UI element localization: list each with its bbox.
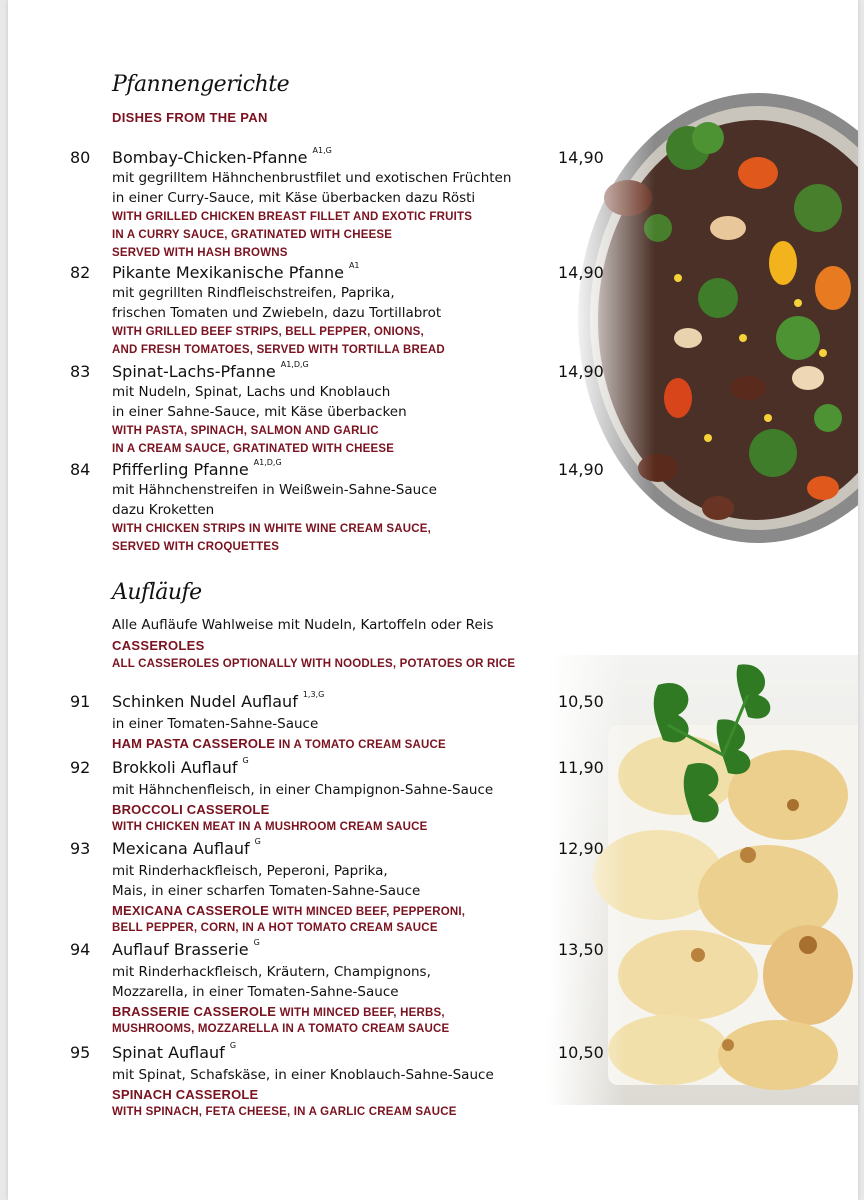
item-name-text: Auflauf Brasserie — [112, 940, 249, 959]
item-description-en: MUSHROOMS, MOZZARELLA IN A TOMATO CREAM SAUCE — [112, 1023, 450, 1035]
item-description-en: WITH SPINACH, FETA CHEESE, IN A GARLIC CREAM SAUCE — [112, 1106, 457, 1118]
item-number: 91 — [70, 692, 91, 711]
item-description-en — [112, 903, 465, 918]
item-name-text: Spinat Auflauf — [112, 1043, 225, 1062]
item-description-en: SERVED WITH CROQUETTES — [112, 541, 280, 553]
item-number: 95 — [70, 1043, 91, 1062]
item-description-de: in einer Sahne-Sauce, mit Käse überbacken — [112, 404, 407, 420]
casserole-intro: Alle Aufläufe Wahlweise mit Nudeln, Kartoffeln oder Reis — [112, 617, 494, 633]
item-description-de: mit Hähnchenfleisch, in einer Champignon-Sahne-Sauce — [112, 782, 494, 798]
item-name-text: Schinken Nudel Auflauf — [112, 692, 298, 711]
item-name-text: Spinat-Lachs-Pfanne — [112, 362, 276, 381]
section-subtitle-casserole: CASSEROLES — [112, 638, 205, 653]
item-description-en: AND FRESH TOMATOES, SERVED WITH TORTILLA BREAD — [112, 344, 445, 356]
item-description-en: WITH GRILLED CHICKEN BREAST FILLET AND EXOTIC FRUITS — [112, 211, 473, 223]
item-description-en-text: IN A TOMATO CREAM SAUCE — [278, 739, 446, 751]
item-description-de: mit Hähnchenstreifen in Weißwein-Sahne-Sauce — [112, 482, 437, 498]
item-price: 14,90 — [558, 148, 604, 167]
item-name-text: Mexicana Auflauf — [112, 839, 250, 858]
item-description-en — [112, 736, 446, 751]
item-name-text: Pfifferling Pfanne — [112, 460, 249, 479]
item-name — [112, 460, 282, 479]
item-number: 82 — [70, 263, 91, 282]
pan-dish-photo — [568, 88, 858, 550]
item-price: 10,50 — [558, 1043, 604, 1062]
allergen-codes: G — [242, 756, 249, 765]
section-subtitle-pan: DISHES FROM THE PAN — [112, 110, 268, 125]
item-name — [112, 148, 332, 167]
item-description-en: WITH CHICKEN MEAT IN A MUSHROOM CREAM SAUCE — [112, 821, 428, 833]
item-name — [112, 263, 360, 282]
allergen-codes: G — [229, 1041, 237, 1050]
item-number: 92 — [70, 758, 91, 777]
item-price: 11,90 — [558, 758, 604, 777]
item-name — [112, 692, 324, 711]
item-description-en: BELL PEPPER, CORN, IN A HOT TOMATO CREAM SAUCE — [112, 922, 438, 934]
item-name-en: BRASSERIE CASSEROLE — [112, 1004, 277, 1019]
allergen-codes: A1 — [348, 261, 360, 270]
item-name-en: HAM PASTA CASSEROLE — [112, 736, 276, 751]
item-description-de: dazu Kroketten — [112, 502, 215, 518]
item-description-de: mit gegrillten Rindfleischstreifen, Paprika, — [112, 285, 395, 301]
item-name-text: Pikante Mexikanische Pfanne — [112, 263, 344, 282]
item-price: 13,50 — [558, 940, 604, 959]
item-description-en — [112, 1087, 258, 1102]
allergen-codes: A1,D,G — [253, 458, 282, 467]
item-description-de: Mais, in einer scharfen Tomaten-Sahne-Sauce — [112, 883, 421, 899]
item-description-en: WITH CHICKEN STRIPS IN WHITE WINE CREAM SAUCE, — [112, 523, 432, 535]
allergen-codes: 1,3,G — [302, 690, 325, 699]
item-description-en-text: WITH MINCED BEEF, HERBS, — [279, 1007, 445, 1019]
item-description-en: SERVED WITH HASH BROWNS — [112, 247, 288, 259]
allergen-codes: A1,D,G — [280, 360, 309, 369]
casserole-dish-photo — [548, 655, 858, 1105]
item-name — [112, 362, 309, 381]
item-number: 83 — [70, 362, 91, 381]
menu-page — [8, 0, 858, 1200]
allergen-codes: G — [253, 938, 260, 947]
item-description-de: in einer Tomaten-Sahne-Sauce — [112, 716, 319, 732]
item-price: 10,50 — [558, 692, 604, 711]
item-name-en: SPINACH CASSEROLE — [112, 1087, 259, 1102]
item-name — [112, 1043, 236, 1062]
item-description-en-text: WITH MINCED BEEF, PEPPERONI, — [272, 906, 466, 918]
item-description-en: WITH PASTA, SPINACH, SALMON AND GARLIC — [112, 425, 379, 437]
item-description-de: frischen Tomaten und Zwiebeln, dazu Tortillabrot — [112, 305, 442, 321]
item-name — [112, 758, 249, 777]
item-description-de: mit Rinderhackfleisch, Peperoni, Paprika, — [112, 863, 388, 879]
item-name-text: Bombay-Chicken-Pfanne — [112, 148, 308, 167]
section-title-casserole: Aufläufe — [112, 580, 202, 605]
item-number: 80 — [70, 148, 91, 167]
item-name-text: Brokkoli Auflauf — [112, 758, 238, 777]
item-description-en: IN A CREAM SAUCE, GRATINATED WITH CHEESE — [112, 443, 395, 455]
item-description-de: mit Nudeln, Spinat, Lachs und Knoblauch — [112, 384, 391, 400]
item-name-en: MEXICANA CASSEROLE — [112, 903, 269, 918]
item-number: 93 — [70, 839, 91, 858]
item-number: 84 — [70, 460, 91, 479]
item-price: 14,90 — [558, 460, 604, 479]
item-price: 14,90 — [558, 263, 604, 282]
allergen-codes: G — [254, 837, 261, 846]
item-price: 12,90 — [558, 839, 604, 858]
item-description-en: IN A CURRY SAUCE, GRATINATED WITH CHEESE — [112, 229, 393, 241]
item-description-de: Mozzarella, in einer Tomaten-Sahne-Sauce — [112, 984, 399, 1000]
item-name-en: BROCCOLI CASSEROLE — [112, 802, 270, 817]
allergen-codes: A1,G — [312, 146, 332, 155]
section-title-pan: Pfannengerichte — [112, 72, 290, 97]
item-name — [112, 940, 260, 959]
item-description-de: mit Rinderhackfleisch, Kräutern, Champignons, — [112, 964, 431, 980]
item-name — [112, 839, 261, 858]
item-description-en — [112, 802, 269, 817]
item-number: 94 — [70, 940, 91, 959]
item-description-en: WITH GRILLED BEEF STRIPS, BELL PEPPER, ONIONS, — [112, 326, 424, 338]
section-subtitle-casserole-en: ALL CASSEROLES OPTIONALLY WITH NOODLES, POTATOES OR RICE — [112, 658, 516, 670]
item-price: 14,90 — [558, 362, 604, 381]
item-description-en — [112, 1004, 445, 1019]
item-description-de: mit gegrilltem Hähnchenbrustfilet und exotischen Früchten — [112, 170, 512, 186]
item-description-de: in einer Curry-Sauce, mit Käse überbacken dazu Rösti — [112, 190, 476, 206]
item-description-de: mit Spinat, Schafskäse, in einer Knoblauch-Sahne-Sauce — [112, 1067, 494, 1083]
